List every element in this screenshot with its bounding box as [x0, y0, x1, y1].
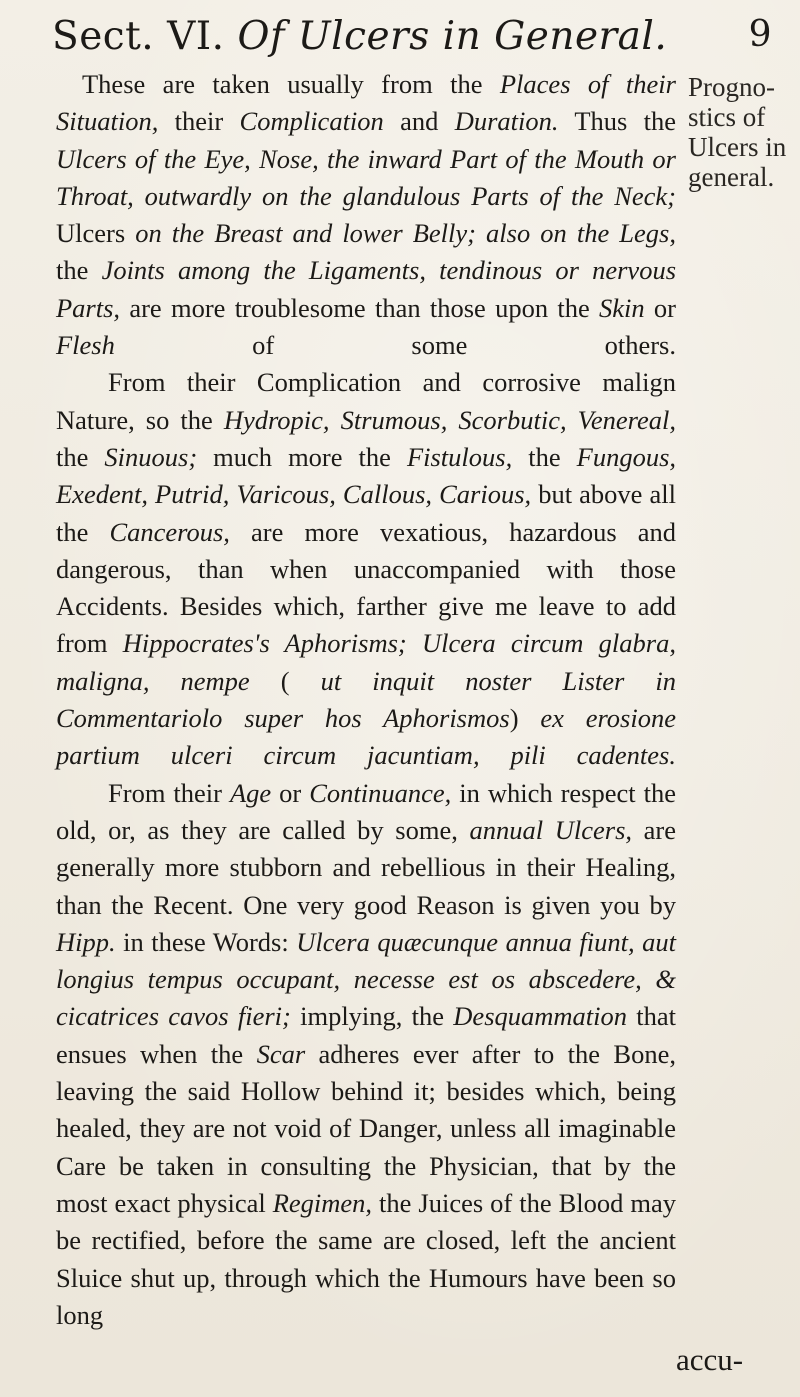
catchword: accu-: [676, 1342, 744, 1377]
margin-note-line: Ulcers in: [688, 132, 787, 162]
chapter-title: Of Ulcers in General.: [237, 14, 668, 59]
margin-note: [688, 72, 796, 192]
paragraph-complication: From their Complication and corrosive malign Nature, so the Hydropic, Strumous, Scorbutic, Venereal, the Sinuous; much more the Fistulous, the Fungous, Exedent, Putrid, Varicous, Callous, Carious, but above all the Cancerous, are more vexatious, hazardous and dangerous, than when unaccompanied with those Accidents. Besides which, farther give me leave to add from Hippocrates's Aphorisms; Ulcera circum glabra, maligna, nempe ( ut inquit noster Lister in Commentariolo super hos Aphorismos) ex erosione partium ulceri circum jacuntiam, pili cadentes.: [56, 367, 677, 771]
paragraph-continuance: From their Age or Continuance, in which respect the old, or, as they are called by some, annual Ulcers, are generally more stubborn and rebellious in their Healing, than the Recent. One very good Reason is given you by Hipp. in these Words: Ulcera quæcunque annua fiunt, aut longius tempus occupant, necesse est os abscedere, & cicatrices cavos fieri; implying, the Desquammation that ensues when the Scar adheres ever after to the Bone, leaving the said Hollow behind it; besides which, being healed, they are not void of Danger, unless all imaginable Care be taken in consulting the Physician, that by the most exact physical Regimen, the Juices of the Blood may be rectified, before the same are closed, left the ancient Sluice shut up, through which the Humours have been so long: [56, 777, 677, 1330]
section-number: Sect. VI.: [52, 14, 225, 59]
running-header: [52, 14, 772, 66]
margin-note-line: general.: [688, 162, 775, 192]
body-text: [56, 66, 676, 1334]
margin-note-line: stics of: [688, 102, 766, 132]
paragraph-prognostics: These are taken usually from the Places of their Situation, their Complication and Duration. Thus the Ulcers of the Eye, Nose, the inward Part of the Mouth or Throat, outwardly on the glandulous Parts of the Neck; Ulcers on the Breast and lower Belly; also on the Legs, the Joints among the Ligaments, tendinous or nervous Parts, are more troublesome than those upon the Skin or Flesh of some others.: [56, 69, 677, 361]
page-number: 9: [748, 14, 772, 55]
margin-note-line: Progno-: [688, 72, 775, 102]
